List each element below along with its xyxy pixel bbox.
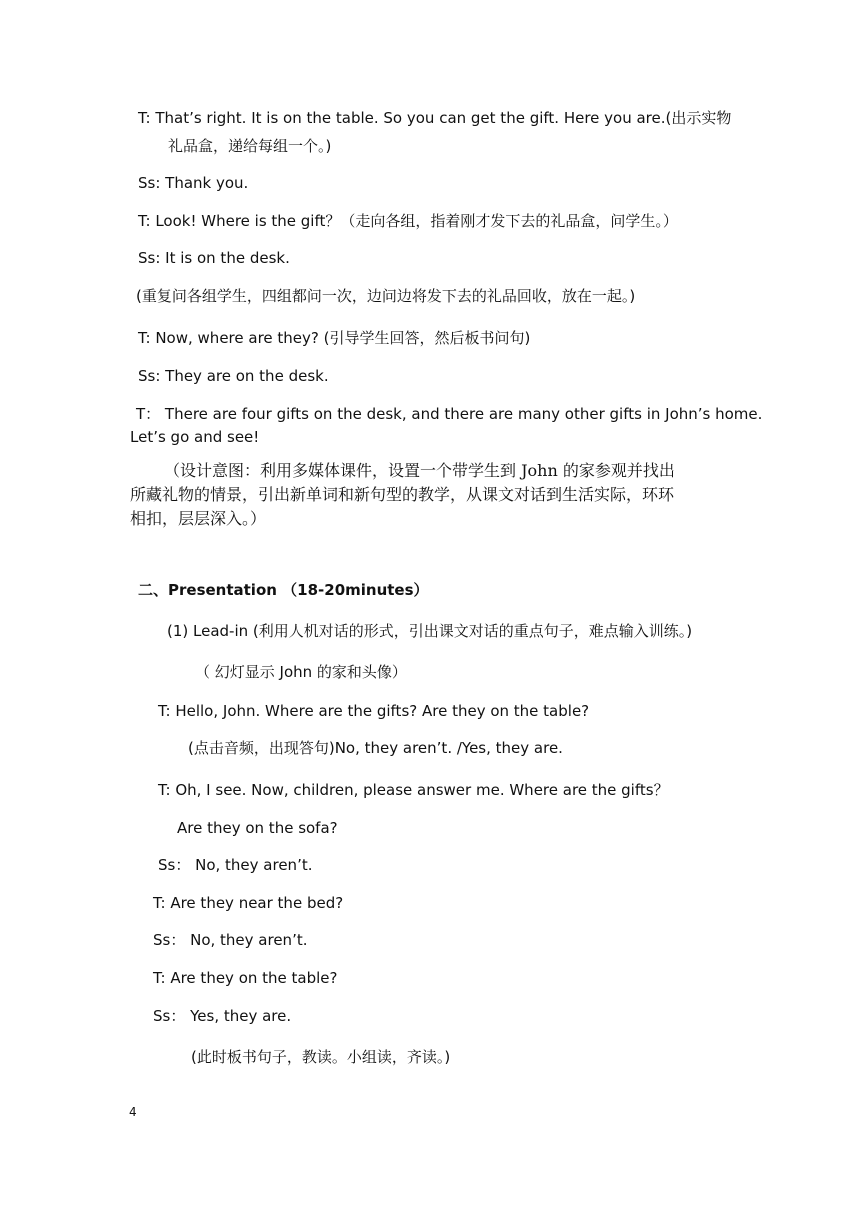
text-line: Ss： No, they aren’t. [153,931,308,949]
text-line: Ss： No, they aren’t. [158,856,313,874]
text-line: T: Hello, John. Where are the gifts? Are they on the table? [158,702,590,720]
text-line: Are they on the sofa? [177,819,338,837]
text-line: (重复问各组学生，四组都问一次，边问边将发下去的礼品回收，放在一起。) [136,287,636,305]
text-line: 礼品盒，递给每组一个。) [168,137,332,155]
text-line: (1) Lead-in (利用人机对话的形式，引出课文对话的重点句子，难点输入训练。) [167,622,693,640]
design-intent-line: 所藏礼物的情景，引出新单词和新句型的教学，从课文对话到生活实际，环环 [130,485,675,504]
text-line: T: Oh, I see. Now, children, please answer me. Where are the gifts？ [158,781,669,799]
section-heading: 二、Presentation （18-20minutes） [138,581,429,599]
text-line: Let’s go and see! [130,428,260,446]
text-line: T: Are they on the table? [153,969,338,987]
text-line: (此时板书句子，教读。小组读，齐读。) [191,1048,451,1066]
text-line: Ss: They are on the desk. [138,367,329,385]
page-number: 4 [129,1105,137,1119]
text-line: Ss: Thank you. [138,174,249,192]
design-intent-line: （设计意图：利用多媒体课件，设置一个带学生到 John 的家参观并找出 [164,461,675,480]
text-line: （ 幻灯显示 John 的家和头像） [195,663,407,681]
text-line: T: That’s right. It is on the table. So you can get the gift. Here you are.(出示实物 [138,109,732,127]
text-line: T： There are four gifts on the desk, and there are many other gifts in John’s home. [136,405,763,423]
text-line: T: Look! Where is the gift？（走向各组，指着刚才发下去的礼品盒，问学生。） [138,212,678,230]
design-intent-line: 相扣，层层深入。） [130,509,267,528]
text-line: T: Now, where are they? (引导学生回答，然后板书问句) [138,329,531,347]
text-line: Ss: It is on the desk. [138,249,290,267]
text-line: Ss： Yes, they are. [153,1007,292,1025]
text-line: (点击音频，出现答句)No, they aren’t. /Yes, they are. [188,739,563,757]
text-line: T: Are they near the bed? [153,894,344,912]
